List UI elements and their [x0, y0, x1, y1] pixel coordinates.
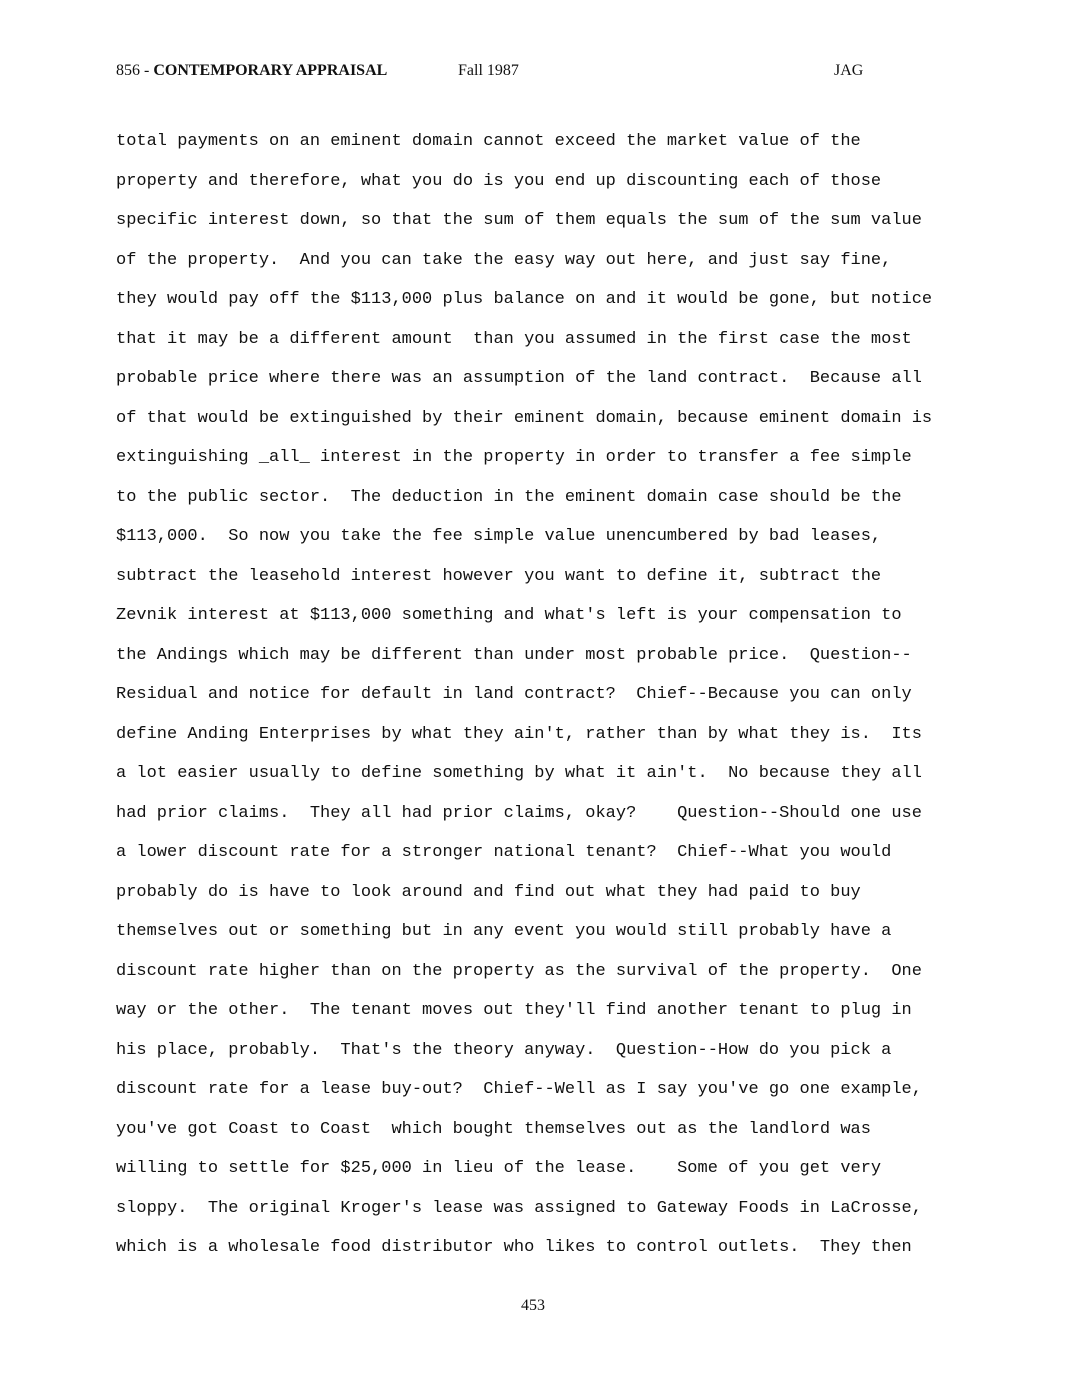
text-line: extinguishing _all_ interest in the property in order to transfer a fee simple	[116, 448, 912, 467]
text-line: $113,000. So now you take the fee simple value unencumbered by bad leases,	[116, 527, 882, 546]
text-line: which is a wholesale food distributor who likes to control outlets. They then	[116, 1238, 912, 1257]
text-line: themselves out or something but in any event you would still probably have a	[116, 922, 892, 941]
text-line: subtract the leasehold interest however you want to define it, subtract the	[116, 566, 882, 586]
course-number: 856 -	[116, 62, 154, 79]
text-line: of the property. And you can take the easy way out here, and just say fine,	[116, 250, 892, 270]
text-line: a lower discount rate for a stronger national tenant? Chief--What you would	[116, 843, 892, 862]
text-line: of that would be extinguished by their eminent domain, because eminent domain is	[116, 408, 933, 428]
page-number: 453	[521, 1297, 545, 1314]
text-line: the Andings which may be different than under most probable price. Question--	[116, 645, 912, 665]
text-line: they would pay off the $113,000 plus balance on and it would be gone, but notice	[116, 290, 933, 309]
text-line: sloppy. The original Kroger's lease was assigned to Gateway Foods in LaCrosse,	[116, 1198, 922, 1218]
page-header	[0, 62, 1066, 86]
text-line: probable price where there was an assumption of the land contract. Because all	[116, 369, 922, 388]
text-line: that it may be a different amount than you assumed in the first case the most	[116, 329, 912, 349]
author-initials: JAG	[834, 62, 864, 79]
text-line: you've got Coast to Coast which bought themselves out as the landlord was	[116, 1119, 871, 1139]
text-line: Residual and notice for default in land contract? Chief--Because you can only	[116, 685, 912, 704]
transcript-body	[116, 122, 966, 1268]
text-line: property and therefore, what you do is you end up discounting each of those	[116, 171, 882, 191]
text-line: to the public sector. The deduction in the eminent domain case should be the	[116, 487, 902, 507]
text-line: define Anding Enterprises by what they ain't, rather than by what they is. Its	[116, 724, 922, 744]
text-line: his place, probably. That's the theory anyway. Question--How do you pick a	[116, 1040, 892, 1060]
course-label	[116, 62, 387, 80]
text-line: a lot easier usually to define something by what it ain't. No because they all	[116, 764, 922, 783]
course-title: CONTEMPORARY APPRAISAL	[153, 62, 388, 79]
text-line: willing to settle for $25,000 in lieu of the lease. Some of you get very	[116, 1159, 882, 1178]
text-line: discount rate for a lease buy-out? Chief--Well as I say you've go one example,	[116, 1080, 922, 1099]
text-line: probably do is have to look around and find out what they had paid to buy	[116, 882, 861, 902]
text-line: Zevnik interest at $113,000 something and what's left is your compensation to	[116, 606, 902, 625]
text-line: way or the other. The tenant moves out they'll find another tenant to plug in	[116, 1001, 912, 1020]
text-line: specific interest down, so that the sum of them equals the sum of the sum value	[116, 211, 922, 230]
text-line: had prior claims. They all had prior claims, okay? Question--Should one use	[116, 803, 922, 823]
term-label: Fall 1987	[458, 62, 519, 79]
text-line: discount rate higher than on the property as the survival of the property. One	[116, 961, 922, 981]
text-line: total payments on an eminent domain cannot exceed the market value of the	[116, 132, 861, 151]
